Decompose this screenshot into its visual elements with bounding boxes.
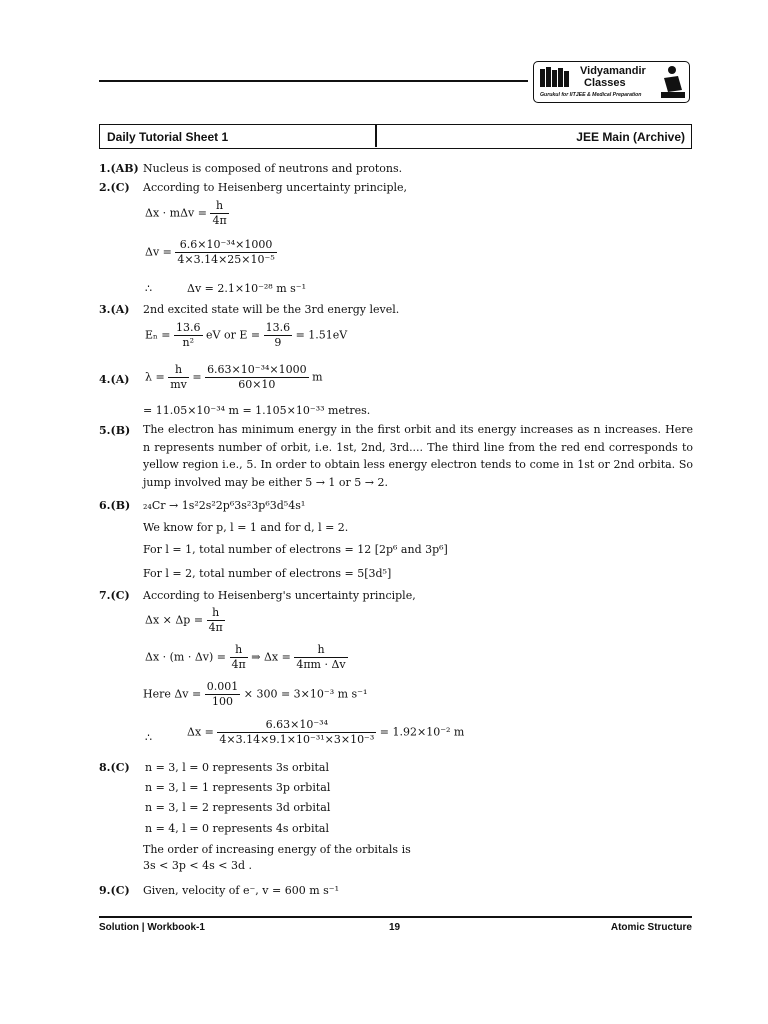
q7-eq2: Δx · (m · Δv) = $\frac{h}{4\pi}$ ⇒ Δx = $\frac{h}{4\pi m \cdot \Delta v}$ xyxy=(145,643,346,671)
q4-result: = 11.05×10⁻³⁴ m = 1.105×10⁻³³ metres. xyxy=(143,404,371,417)
footer-rule xyxy=(99,916,692,918)
logo-line2: Classes xyxy=(584,77,626,89)
logo-tagline: Gurukul for IITJEE & Medical Preparation xyxy=(540,92,642,98)
footer-right: Atomic Structure xyxy=(610,922,692,933)
q7-label: 7.(C) xyxy=(99,589,130,602)
q9-label: 9.(C) xyxy=(99,884,130,897)
q3-label: 3.(A) xyxy=(99,303,130,316)
q8-row1: n = 3, l = 0 represents 3s orbital xyxy=(145,761,329,774)
q6-label: 6.(B) xyxy=(99,499,131,512)
q6-line2: For l = 1, total number of electrons = 12 [2p⁶ and 3p⁶] xyxy=(143,543,448,556)
logo-line1: Vidyamandir xyxy=(580,65,646,77)
q1-label: 1.(AB) xyxy=(99,162,139,175)
header-divider xyxy=(375,125,377,147)
logo xyxy=(533,61,690,103)
q7-eq1: Δx × Δp = $\frac{h}{4\pi}$ xyxy=(145,606,223,634)
q8-conclusion1: The order of increasing energy of the orbitals is xyxy=(143,843,411,856)
q3-eq: Eₙ = $\frac{13.6}{\text{n²}}$ eV or E = $\frac{13.6}{9}$ = 1.51eV xyxy=(145,321,348,349)
q8-row4: n = 4, l = 0 represents 4s orbital xyxy=(145,822,329,835)
top-rule xyxy=(99,80,528,82)
q5-label: 5.(B) xyxy=(99,424,131,437)
footer-left: Solution | Workbook-1 xyxy=(99,922,205,933)
q2-eq3: Δv = 2.1×10⁻²⁸ m s⁻¹ xyxy=(187,282,306,295)
q8-row2: n = 3, l = 1 represents 3p orbital xyxy=(145,781,331,794)
q8-label: 8.(C) xyxy=(99,761,130,774)
sheet-source: JEE Main (Archive) xyxy=(576,130,685,144)
q7-eq3: Here Δv = $\frac{0.001}{100}$ × 300 = 3×10⁻³ m s⁻¹ xyxy=(143,680,368,708)
q8-conclusion2: 3s < 3p < 4s < 3d . xyxy=(143,859,252,872)
q6-line3: For l = 2, total number of electrons = 5[3d⁵] xyxy=(143,567,392,580)
q9-text: Given, velocity of e⁻, v = 600 m s⁻¹ xyxy=(143,884,339,897)
q7-eq4: Δx = $\frac{\text{6.63×10⁻³⁴}}{\text{4×3.14×9.1×10⁻³¹×3×10⁻³}}$ = 1.92×10⁻² m xyxy=(187,718,465,746)
q3-text: 2nd excited state will be the 3rd energy level. xyxy=(143,303,400,316)
sheet-title: Daily Tutorial Sheet 1 xyxy=(107,130,229,144)
q4-eq: λ = $\frac{h}{mv}$ = $\frac{\text{6.63×10⁻³⁴×1000}}{60\times 10}$ m xyxy=(145,363,323,391)
q2-label: 2.(C) xyxy=(99,181,130,194)
q8-row3: n = 3, l = 2 represents 3d orbital xyxy=(145,801,331,814)
page-number: 19 xyxy=(389,922,401,933)
q7-text: According to Heisenberg's uncertainty principle, xyxy=(143,589,416,602)
therefore-symbol-2: ∴ xyxy=(145,731,152,744)
q6-config: ₂₄Cr → 1s²2s²2p⁶3s²3p⁶3d⁵4s¹ xyxy=(143,499,306,512)
q2-text: According to Heisenberg uncertainty principle, xyxy=(143,181,408,194)
q6-line1: We know for p, l = 1 and for d, l = 2. xyxy=(143,521,349,534)
sheet-header xyxy=(99,124,692,149)
therefore-symbol: ∴ xyxy=(145,282,152,295)
reader-icon xyxy=(658,64,688,100)
q2-eq2: Δv = $\frac{\text{6.6×10⁻³⁴×1000}}{\text{4×3.14×25×10⁻⁵}}$ xyxy=(145,238,275,266)
q5-text: The electron has minimum energy in the first orbit and its energy increases as n increases. Here n represents number of orbit, i.e. 1st, 2nd, 3rd.... The third line from the red end corresponds to yellow region i.e., 5. In order to obtain less energy electron tends to come in 1st or 2nd orbita. So jump involved may be either 5 → 1 or 5 → 2. xyxy=(143,423,693,489)
q1-text: Nucleus is composed of neutrons and protons. xyxy=(143,162,403,175)
books-icon xyxy=(539,66,577,88)
q4-label: 4.(A) xyxy=(99,373,130,386)
q2-eq1: Δx · mΔv = $\frac{h}{4\pi}$ xyxy=(145,199,227,227)
